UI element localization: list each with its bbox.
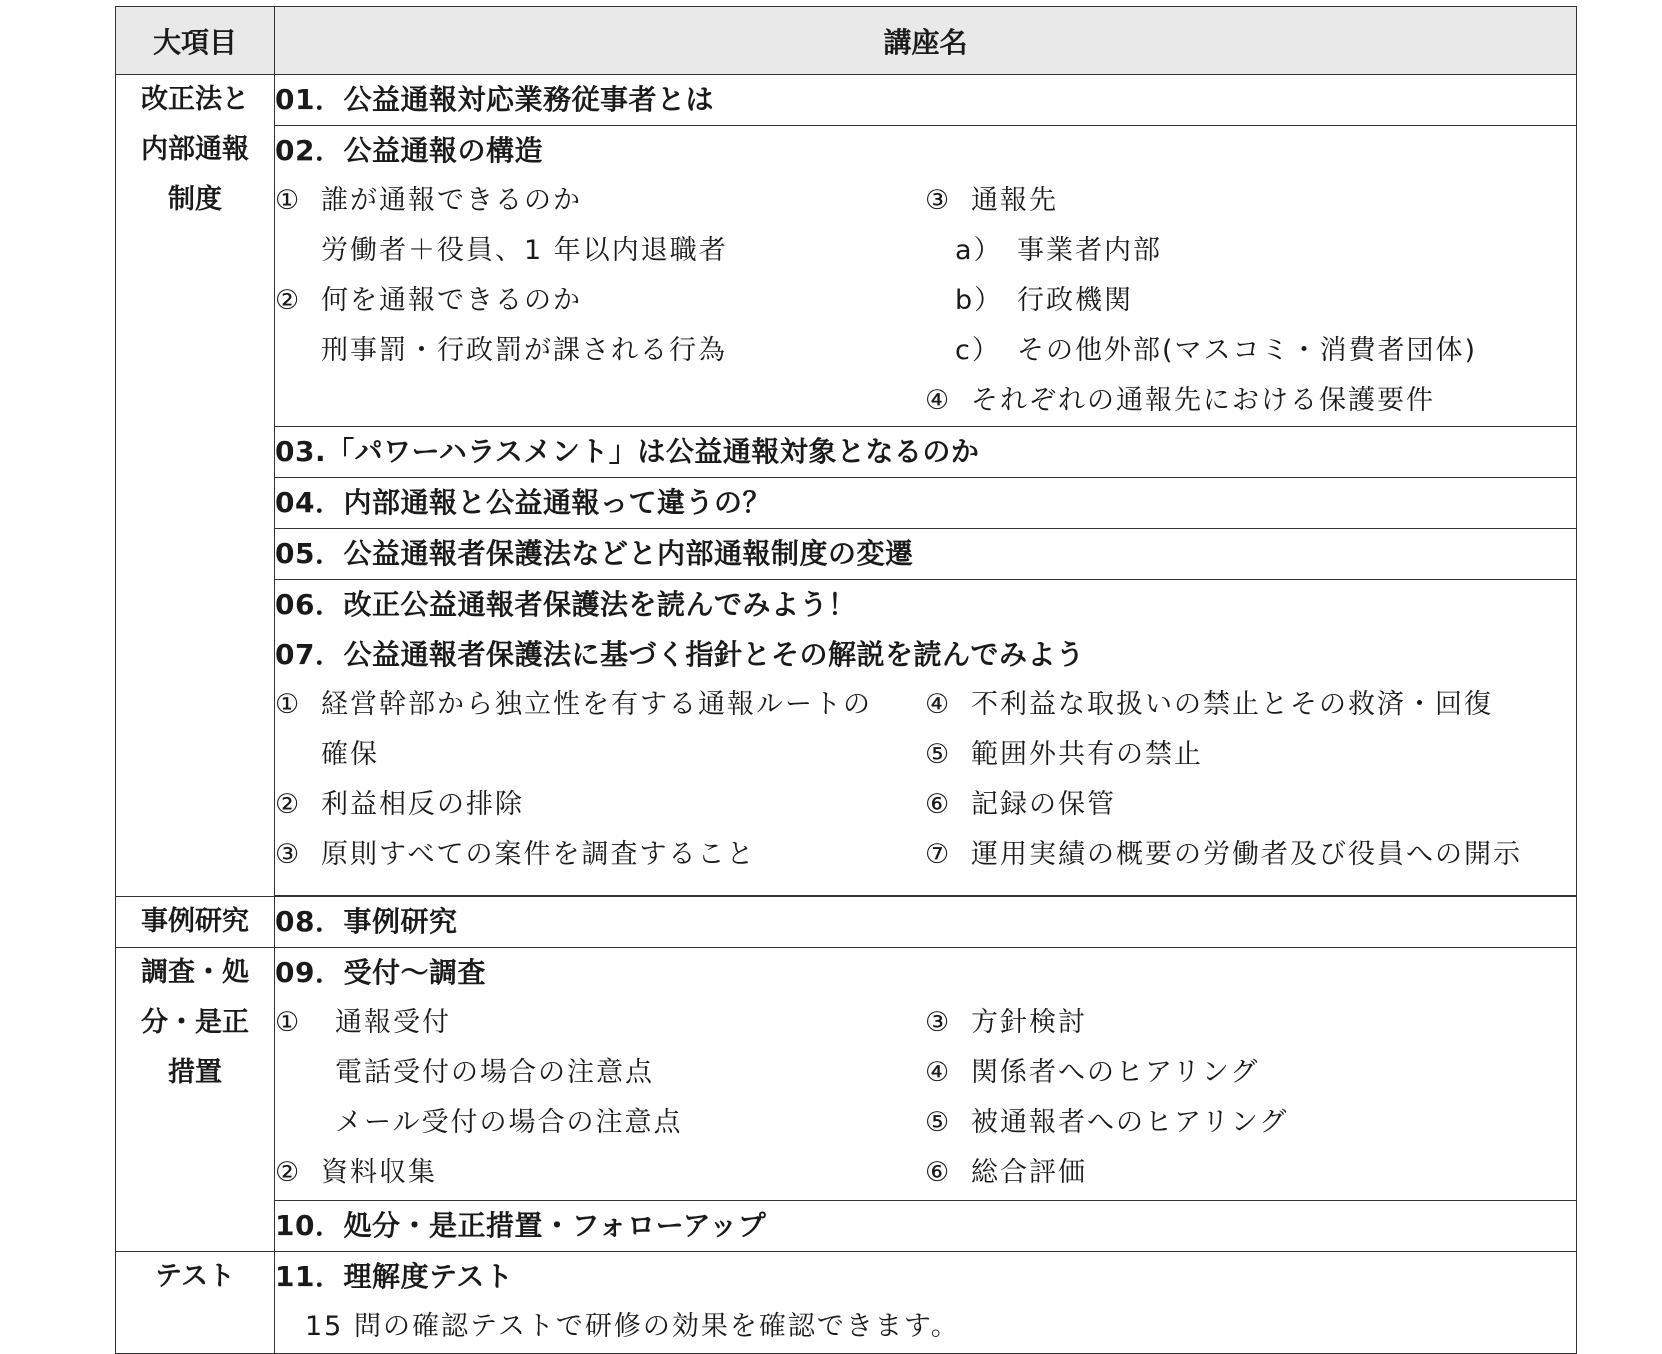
list-item: 電話受付の場合の注意点 <box>335 1057 654 1088</box>
list-item: ① 通報受付 <box>275 1007 451 1038</box>
course-row-05 <box>116 529 1577 580</box>
course-row-04 <box>116 478 1577 529</box>
course-title-10: 10．処分・是正措置・フォローアップ <box>275 1209 767 1242</box>
course-title-03: 03.「パワーハラスメント」は公益通報対象となるのか <box>275 435 980 468</box>
category-cases: 事例研究 <box>116 897 275 948</box>
list-item: b） 行政機関 <box>955 285 1133 316</box>
list-item: ① 誰が通報できるのか <box>275 185 582 216</box>
list-item: ② 利益相反の排除 <box>275 789 524 820</box>
list-item: 労働者＋役員、1 年以内退職者 <box>321 235 728 266</box>
category-law: 改正法と 内部通報 制度 <box>116 75 275 897</box>
course-title-06: 06．改正公益通報者保護法を読んでみよう！ <box>275 588 857 621</box>
course-cell-09 <box>275 948 1577 1201</box>
header-row <box>116 7 1577 75</box>
category-test: テスト <box>116 1252 275 1354</box>
list-item: a） 事業者内部 <box>955 235 1162 266</box>
list-item: ⑦ 運用実績の概要の労働者及び役員への開示 <box>925 839 1522 870</box>
course-cell-06-07 <box>275 580 1577 896</box>
course-note-11: 15 問の確認テストで研修の効果を確認できます。 <box>305 1311 960 1342</box>
course-title-05: 05．公益通報者保護法などと内部通報制度の変遷 <box>275 537 914 570</box>
course-title-04: 04．内部通報と公益通報って違うの？ <box>275 486 771 519</box>
category-investigation: 調査・処 分・是正 措置 <box>116 948 275 1252</box>
list-item: 刑事罰・行政罰が課される行為 <box>321 335 727 366</box>
course-cell-03 <box>275 427 1577 478</box>
course-cell-01 <box>275 75 1577 126</box>
course-row-02 <box>116 126 1577 427</box>
list-item: ⑥ 記録の保管 <box>925 789 1116 820</box>
course-title-09: 09．受付～調査 <box>275 956 486 989</box>
course-row-03 <box>116 427 1577 478</box>
list-item: 確保 <box>321 739 379 770</box>
course-row-10 <box>116 1201 1577 1252</box>
list-item: ③ 方針検討 <box>925 1007 1087 1038</box>
curriculum-table <box>115 6 1577 1354</box>
course-row-06-07 <box>116 580 1577 896</box>
list-item: ⑥ 総合評価 <box>925 1157 1087 1188</box>
course-row-08 <box>116 897 1577 948</box>
list-item: ④ 関係者へのヒアリング <box>925 1057 1260 1088</box>
course-title-08: 08．事例研究 <box>275 905 458 938</box>
list-item: ⑤ 範囲外共有の禁止 <box>925 739 1203 770</box>
course-cell-02 <box>275 126 1577 427</box>
course-cell-04 <box>275 478 1577 529</box>
list-item: ⑤ 被通報者へのヒアリング <box>925 1107 1289 1138</box>
header-category: 大項目 <box>116 7 275 75</box>
list-item: ③ 通報先 <box>925 185 1058 216</box>
course-title-01: 01．公益通報対応業務従事者とは <box>275 83 714 116</box>
list-item: メール受付の場合の注意点 <box>335 1107 683 1138</box>
course-row-09 <box>116 948 1577 1201</box>
list-item: ① 経営幹部から独立性を有する通報ルートの <box>275 689 872 720</box>
course-title-11: 11．理解度テスト <box>275 1260 514 1293</box>
course-row-11 <box>116 1252 1577 1354</box>
course-row-01 <box>116 75 1577 126</box>
list-item: ④ 不利益な取扱いの禁止とその救済・回復 <box>925 689 1493 720</box>
course-cell-05 <box>275 529 1577 580</box>
list-item: c） その他外部(マスコミ・消費者団体) <box>955 335 1478 366</box>
list-item: ② 資料収集 <box>275 1157 437 1188</box>
list-item: ④ それぞれの通報先における保護要件 <box>925 385 1435 416</box>
course-title-02: 02．公益通報の構造 <box>275 134 543 167</box>
header-course: 講座名 <box>275 7 1577 75</box>
course-cell-10 <box>275 1201 1577 1252</box>
list-item: ② 何を通報できるのか <box>275 285 582 316</box>
course-cell-08 <box>275 897 1577 948</box>
course-cell-11 <box>275 1252 1577 1354</box>
course-title-07: 07．公益通報者保護法に基づく指針とその解説を読んでみよう <box>275 638 1085 671</box>
list-item: ③ 原則すべての案件を調査すること <box>275 839 756 870</box>
